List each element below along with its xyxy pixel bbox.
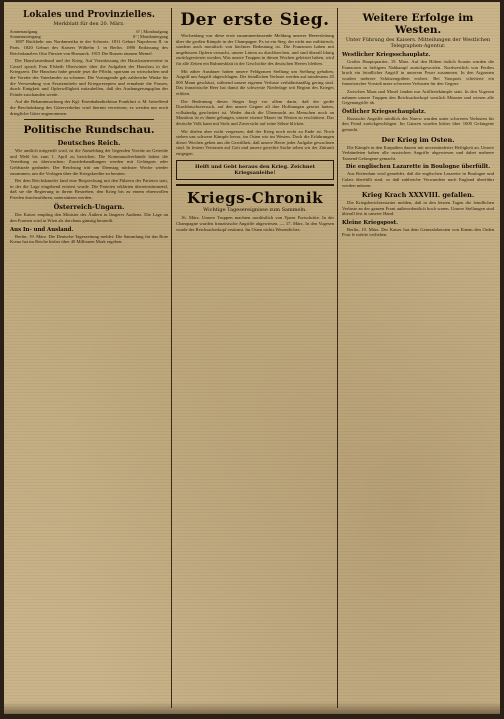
section-subheading: Aus In- und Ausland. (10, 226, 74, 233)
article-headline: Der erste Sieg. (180, 10, 330, 30)
article-paragraph: Die Bedeutung dieses Sieges liegt vor allem darin, daß der große Durchbruchsversuch, auf den unsere Gegner all ihre Hoffnungen gesetzt hatten, vollständig gescheitert ist. Weder durch die Übermacht an Menschen noch an Munition ist es ihnen gelungen, unsere eiserne Mauer im Westen zu erschüttern. Das deutsche Volk kann mit Stolz und Zuversicht auf seine Söhne blicken. (176, 98, 334, 126)
column-local-news (10, 8, 168, 708)
article-paragraph: Wie amtlich mitgeteilt wird, ist die Anmeldung der liegenden Vorräte an Getreide und Mehl bis zum 1. April zu bewirken. Die Kommunalverbände haben die Verteilung zu überwachen; Zuwiderhandlungen werden mit Gefängnis oder Geldstrafe geahndet. Der Reichstag tritt am Dienstag nächster Woche wieder zusammen, um die Vorlagen über die Kriegskredite zu beraten. (10, 148, 168, 176)
section-subheading: Kleine Kriegspost. (342, 219, 399, 226)
article-paragraph: 16. März. Unsere Truppen machten nordöstlich von Ypern Fortschritte. In der Champagne wurden französische Angriffe abgewiesen. — 17. März. In den Vogesen wurde der Reichsackerkopf erstürmt. Im Osten nichts Wesentliches. (176, 215, 334, 232)
section-subheading: Merkblatt für den 20. März. (53, 21, 125, 27)
article-paragraph: Zwischen Maas und Mosel fanden nur Artilleriekämpfe statt. In den Vogesen nahmen unsere Truppen den Reichsackerkopf westlich Münster und wiesen alle Gegenangriffe ab. (342, 88, 494, 106)
newspaper-page (4, 2, 500, 714)
chronicle-subheading: Wichtige Tagesereignisse zum Sammeln. (203, 207, 307, 214)
section-subheading: Östlicher Kriegsschauplatz. (342, 108, 426, 115)
article-paragraph: Der Kaiser empfing den Minister des Äußern in längerer Audienz. Die Lage an den Fronten wird in Wien als durchaus günstig beurteilt. (10, 212, 168, 224)
section-subheading: Deutsches Reich. (57, 139, 121, 148)
section-subheading: Österreich-Ungarn. (53, 203, 125, 212)
article-paragraph: Russische Angriffe nördlich des Narew wurden unter schweren Verlusten für den Feind zurückgeschlagen. Im Ganzen wurden bisher über 1600 Gefangene gemacht. (342, 115, 494, 132)
divider (24, 119, 154, 120)
column-lead-article (176, 8, 334, 708)
chronicle-heading: Kriegs-Chronik (176, 184, 334, 207)
almanac-row: Sonnenuntergang 6° | Monduntergang (10, 34, 168, 40)
war-loan-notice: Helft und Gebt heraus den Krieg. Zeichnet Kriegsanleihe! (176, 160, 334, 180)
article-paragraph: Die Kriegsberichterstatter melden, daß in den letzten Tagen die feindlichen Verluste an der ganzen Front außerordentlich hoch waren. Unsere Stellungen sind überall fest in unserer Hand. (342, 200, 494, 217)
section-subheading: Westlicher Kriegsschauplatz. (342, 52, 431, 58)
article-paragraph: Der Hausfrauenbund und der Krieg. Auf Veranlassung der Hausfrauenvereine in Cassel sprach Frau Elsbeth Oberwinter über die Aufgaben der Hausfrau in der Kriegszeit. Die Hausfrau habe gerade jetzt die Pflicht, sparsam zu wirtschaften und die Vorräte des Vaterlandes zu schonen. Die Vortragende gab zahlreiche Winke für die Verwendung von Ersatzmitteln und Kriegsrezepten und ermahnte die Frauen, durch Einigkeit und Opferwilligkeit mitzuhelfen, daß der Aushungerungsplan der Feinde zuschanden werde. (10, 58, 168, 97)
almanac-row: Sonnenaufgang 6° | Mondaufgang (10, 29, 168, 34)
article-paragraph: Wochenlang war diese erste zusammenfassende Meldung unserer Heeresleitung über die großen Kämpfe in der Champagne. Es ist ein Sieg, der nicht nur militärisch, sondern auch moralisch von höchster Bedeutung ist. Die Franzosen haben mit ungeheuren Opfern versucht, unsere Linien zu durchbrechen, und sind überall blutig zurückgewiesen worden. Was unsere Truppen in diesen Wochen geleistet haben, wird für alle Zeiten ein Ruhmesblatt in der Geschichte des deutschen Heeres bleiben. (176, 33, 334, 66)
section-subheading: Die englischen Lazarette in Boulogne überfüllt. (345, 164, 491, 171)
article-paragraph: Die Kämpfe in den Karpathen dauern mit unverminderter Heftigkeit an. Unsere Verbündeten haben alle russischen Angriffe abgewiesen und dabei mehrere Tausend Gefangene gemacht. (342, 144, 494, 161)
article-paragraph: Auf die Bekanntmachung der Kgl. Eisenbahndirektion Frankfurt a. M. betreffend die Beschränkung des Güterverkehrs wird hiermit verwiesen; es werden nur noch dringliche Güter angenommen. (10, 99, 168, 116)
column-war-news (342, 8, 494, 708)
article-paragraph: Aus Rotterdam wird gemeldet, daß die englischen Lazarette in Boulogne und Calais überfüllt sind, so daß zahlreiche Verwundete nach England überführt werden müssen. (342, 171, 494, 188)
column-rule (171, 8, 172, 708)
page-edge-shadow (4, 702, 500, 714)
section-subheading: Der Krieg im Osten. (381, 135, 455, 144)
article-paragraph: Berlin, 19. März. Die Deutsche Tageszeitung meldet: Die Sammlung für das Rote Kreuz hat im Reiche bisher über 40 Millionen Mark ergeben. (10, 233, 168, 245)
article-subheading: Unter Führung des Kaisers. Mitteilungen der Westlichen Telegraphen-Agentur. (345, 37, 491, 49)
article-paragraph: Berlin, 19. März. Der Kaiser hat dem Generalobersten von Einem den Orden Pour le mérite verliehen. (342, 226, 494, 238)
article-paragraph: Wir dürfen aber nicht vergessen, daß der Krieg noch nicht zu Ende ist. Noch stehen uns schwere Kämpfe bevor, im Osten wie im Westen. Doch die Erfahrungen dieser Wochen geben uns die Gewißheit, daß unsere Heere jeder Aufgabe gewachsen sind. In festem Vertrauen auf Gott und unsere gerechte Sache sehen wir der Zukunft entgegen. (176, 128, 334, 156)
column-rule (337, 8, 338, 708)
article-paragraph: Bei dem Reichskanzler fand eine Besprechung mit den Führern der Parteien statt, in der die Lage eingehend erörtert wurde. Die Parteien erklärten übereinstimmend, daß sie die Regierung in ihrem Bestreben, den Krieg bis zu einem ehrenvollen Frieden durchzuführen, unterstützen werden. (10, 178, 168, 200)
section-heading: Politische Rundschau. (23, 124, 155, 137)
almanac-table (10, 29, 168, 39)
article-paragraph: Großes Hauptquartier, 19. März. Auf den Höhen östlich Souain wurden die Franzosen in heftigem Nahkampf zurückgeworfen. Nordwestlich von Perthes brach ein feindlicher Angriff in unserem Feuer zusammen. In den Argonnen wurden mehrere Schützengräben erobert. Bei Vauquois scheiterte ein französischer Vorstoß unter schweren Verlusten für den Gegner. (342, 59, 494, 87)
article-paragraph: 1807 Rückkehr aus Nordamerika in der Schweiz. 1811 Geburt Napoleons II. in Paris. 1820 Geburt des Kaisers Wilhelm I. in Berlin. 1890 Entlassung des Reichskanzlers Otto Fürsten von Bismarck. 1915 Die Russen räumen Memel. (10, 39, 168, 56)
article-headline: Weitere Erfolge im Westen. (362, 12, 474, 36)
article-paragraph: Mit zäher Ausdauer haben unsere Feldgrauen Stellung um Stellung gehalten, Angriff um Angriff abgeschlagen. Die feindlichen Verluste werden auf mindestens 45 000 Mann geschätzt, während unsere eigenen Verluste verhältnismäßig gering sind. Das französische Heer hat damit die schwerste Niederlage seit Beginn des Krieges erlitten. (176, 68, 334, 96)
section-heading: Lokales und Provinzielles. (23, 10, 155, 20)
section-subheading: Krieg Krach XXXVIII. gefallen. (361, 191, 475, 200)
